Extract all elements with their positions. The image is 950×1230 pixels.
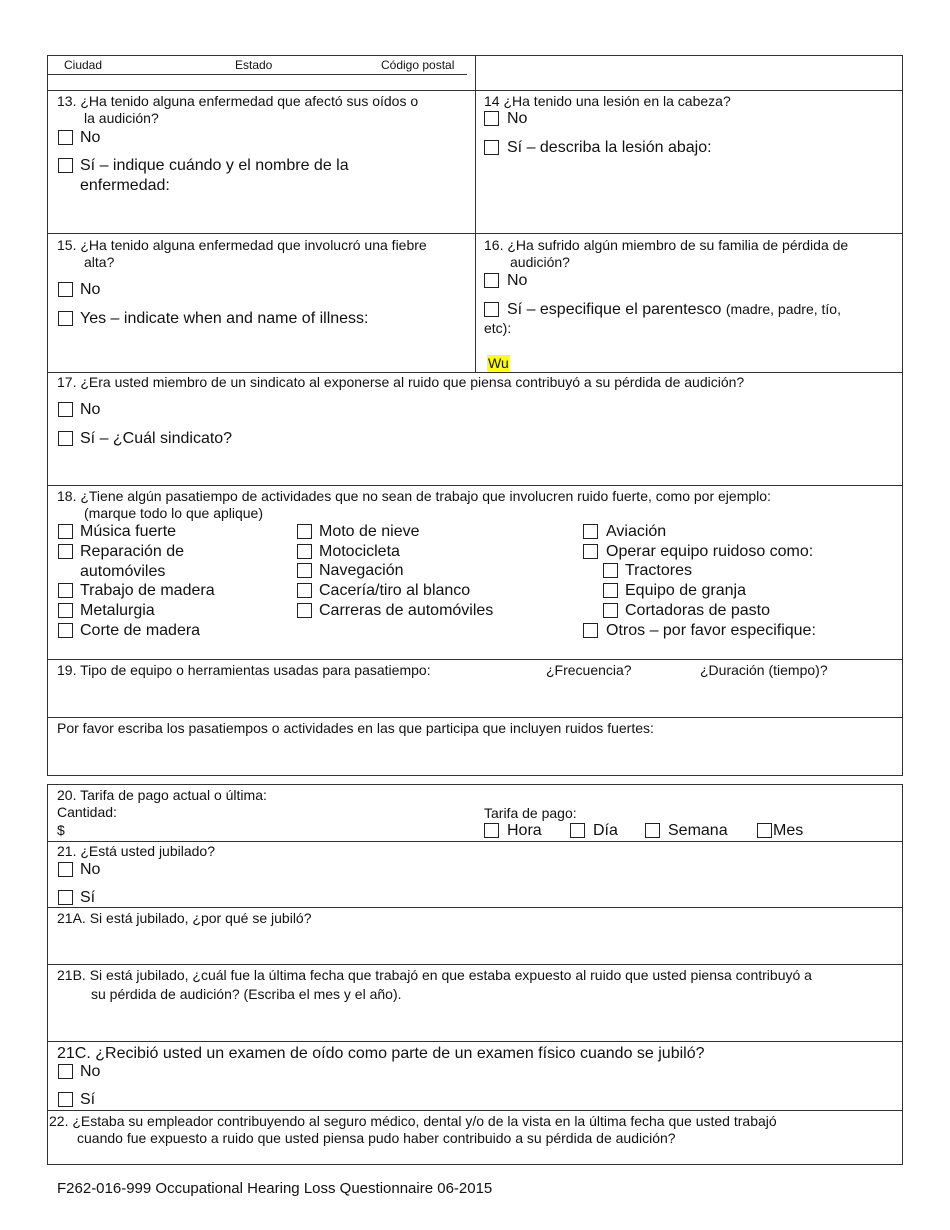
q17-question: 17. ¿Era usted miembro de un sindicato al exponerse al ruido que piensa contribuyó a su pérdida de audición? — [57, 374, 745, 390]
rate-month-label: Mes — [773, 822, 804, 839]
rate-week-label: Semana — [668, 822, 728, 839]
form-footer: F262-016-999 Occupational Hearing Loss Questionnaire 06-2015 — [57, 1180, 493, 1197]
q15-yes-checkbox[interactable] — [58, 311, 73, 326]
q16-no-label: No — [507, 272, 528, 289]
q21c-yes-checkbox[interactable] — [58, 1092, 73, 1107]
hobby-other-checkbox[interactable] — [583, 623, 598, 638]
q16-yes-label-cont: etc): — [484, 320, 512, 336]
q19-duration-label: ¿Duración (tiempo)? — [700, 662, 828, 678]
q17-no-checkbox[interactable] — [58, 402, 73, 417]
q13-question-cont: la audición? — [84, 110, 159, 126]
hobby-snowmobile-label: Moto de nieve — [319, 523, 420, 540]
q21b-question: 21B. Si está jubilado, ¿cuál fue la última fecha que trabajó en que estaba expuesto al ruido que usted piensa contribuyó a — [57, 967, 812, 983]
hobby-motorcycle-label: Motocicleta — [319, 543, 400, 560]
q20-amount-label: Cantidad: — [57, 804, 117, 820]
hobby-woodcutting-checkbox[interactable] — [58, 623, 73, 638]
rate-day-checkbox[interactable] — [570, 823, 585, 838]
q15-question: 15. ¿Ha tenido alguna enfermedad que involucró una fiebre — [57, 237, 427, 253]
q14-yes-checkbox[interactable] — [484, 140, 499, 155]
hobby-tractors-label: Tractores — [625, 562, 692, 579]
q16-yes-label — [507, 300, 841, 319]
q20-rate-label: Tarifa de pago: — [484, 805, 577, 821]
hobby-tractors-checkbox[interactable] — [603, 563, 618, 578]
q13-yes-label: Sí – indique cuándo y el nombre de la — [80, 157, 349, 174]
q19-question: 19. Tipo de equipo o herramientas usadas para pasatiempo: — [57, 662, 431, 678]
q16-answer-text: Wu — [488, 355, 509, 371]
city-label: Ciudad — [64, 58, 103, 72]
q21c-no-checkbox[interactable] — [58, 1064, 73, 1079]
q13-question: 13. ¿Ha tenido alguna enfermedad que afectó sus oídos o — [57, 93, 419, 109]
q16-answer[interactable] — [487, 355, 510, 372]
q21a-question: 21A. Si está jubilado, ¿por qué se jubiló? — [57, 910, 312, 926]
q21-question: 21. ¿Está usted jubilado? — [57, 843, 215, 859]
hobby-lawnmowers-label: Cortadoras de pasto — [625, 602, 770, 619]
q21-no-label: No — [80, 861, 101, 878]
hobby-hunting-checkbox[interactable] — [297, 583, 312, 598]
q21b-question-cont: su pérdida de audición? (Escriba el mes y el año). — [91, 986, 402, 1002]
hobby-loud-music-checkbox[interactable] — [58, 524, 73, 539]
q13-no-checkbox[interactable] — [58, 130, 73, 145]
q20-question: 20. Tarifa de pago actual o última: — [57, 787, 267, 803]
q14-no-checkbox[interactable] — [484, 111, 499, 126]
hobby-metalwork-checkbox[interactable] — [58, 603, 73, 618]
zip-label: Código postal — [381, 58, 455, 72]
hobby-motorcycle-checkbox[interactable] — [297, 544, 312, 559]
q16-yes-checkbox[interactable] — [484, 302, 499, 317]
q15-no-label: No — [80, 281, 101, 298]
hobby-auto-repair-label: Reparación de — [80, 543, 185, 560]
rate-month-checkbox[interactable] — [757, 823, 772, 838]
q21c-question: 21C. ¿Recibió usted un examen de oído como parte de un examen físico cuando se jubiló? — [57, 1045, 705, 1062]
hobby-auto-repair-label-cont: automóviles — [80, 563, 166, 580]
q21-no-checkbox[interactable] — [58, 862, 73, 877]
rate-week-checkbox[interactable] — [645, 823, 660, 838]
hobby-noisy-equipment-label: Operar equipo ruidoso como: — [606, 543, 814, 560]
hobby-auto-repair-checkbox[interactable] — [58, 544, 73, 559]
q15-question-cont: alta? — [84, 254, 115, 270]
hobby-auto-racing-label: Carreras de automóviles — [319, 602, 494, 619]
hobby-farm-equipment-checkbox[interactable] — [603, 583, 618, 598]
q21c-no-label: No — [80, 1063, 101, 1080]
rate-day-label: Día — [593, 822, 618, 839]
q18-instruction: (marque todo lo que aplique) — [84, 505, 264, 521]
rate-hour-label: Hora — [507, 822, 542, 839]
q17-yes-checkbox[interactable] — [58, 431, 73, 446]
hobby-loud-music-label: Música fuerte — [80, 523, 177, 540]
hobby-boating-label: Navegación — [319, 562, 404, 579]
hobby-other-label: Otros – por favor especifique: — [606, 622, 816, 639]
q21-yes-checkbox[interactable] — [58, 890, 73, 905]
hobby-woodworking-checkbox[interactable] — [58, 583, 73, 598]
hobby-aviation-label: Aviación — [606, 523, 667, 540]
q16-question-cont: audición? — [510, 254, 570, 270]
q22-question: 22. ¿Estaba su empleador contribuyendo al seguro médico, dental y/o de la vista en la última fecha que usted trabajó — [49, 1113, 777, 1129]
hobby-aviation-checkbox[interactable] — [583, 524, 598, 539]
hobby-boating-checkbox[interactable] — [297, 563, 312, 578]
q15-no-checkbox[interactable] — [58, 282, 73, 297]
hobby-snowmobile-checkbox[interactable] — [297, 524, 312, 539]
q17-no-label: No — [80, 401, 101, 418]
hobby-hunting-label: Cacería/tiro al blanco — [319, 582, 471, 599]
hobby-noisy-equipment-checkbox[interactable] — [583, 544, 598, 559]
hobbies-prompt: Por favor escriba los pasatiempos o actividades en las que participa que incluyen ruidos fuertes: — [57, 720, 654, 736]
q14-question: 14 ¿Ha tenido una lesión en la cabeza? — [484, 93, 731, 109]
q16-yes-main: Sí – especifique el parentesco — [507, 301, 722, 318]
rate-hour-checkbox[interactable] — [484, 823, 499, 838]
hobby-metalwork-label: Metalurgia — [80, 602, 155, 619]
q19-frequency-label: ¿Frecuencia? — [546, 662, 632, 678]
hobby-auto-racing-checkbox[interactable] — [297, 603, 312, 618]
q16-question: 16. ¿Ha sufrido algún miembro de su familia de pérdida de — [484, 237, 849, 253]
q22-question-cont: cuando fue expuesto a ruido que usted piensa pudo haber contribuido a su pérdida de audición? — [77, 1130, 676, 1146]
hobby-farm-equipment-label: Equipo de granja — [625, 582, 746, 599]
state-label: Estado — [235, 58, 273, 72]
hobby-woodworking-label: Trabajo de madera — [80, 582, 215, 599]
hobby-lawnmowers-checkbox[interactable] — [603, 603, 618, 618]
q21c-yes-label: Sí — [80, 1091, 96, 1108]
q17-yes-label: Sí – ¿Cuál sindicato? — [80, 430, 233, 447]
q18-question: 18. ¿Tiene algún pasatiempo de actividades que no sean de trabajo que involucren ruido fuerte, como por ejemplo: — [57, 488, 771, 504]
q14-no-label: No — [507, 110, 528, 127]
q16-no-checkbox[interactable] — [484, 273, 499, 288]
q14-yes-label: Sí – describa la lesión abajo: — [507, 139, 712, 156]
q13-yes-label-cont: enfermedad: — [80, 177, 170, 194]
q21-yes-label: Sí — [80, 889, 96, 906]
hobby-woodcutting-label: Corte de madera — [80, 622, 201, 639]
q13-yes-checkbox[interactable] — [58, 158, 73, 173]
q13-no-label: No — [80, 129, 101, 146]
q20-currency: $ — [57, 822, 65, 838]
q15-yes-label: Yes – indicate when and name of illness: — [80, 310, 369, 327]
q16-yes-paren: (madre, padre, tío, — [725, 301, 841, 317]
